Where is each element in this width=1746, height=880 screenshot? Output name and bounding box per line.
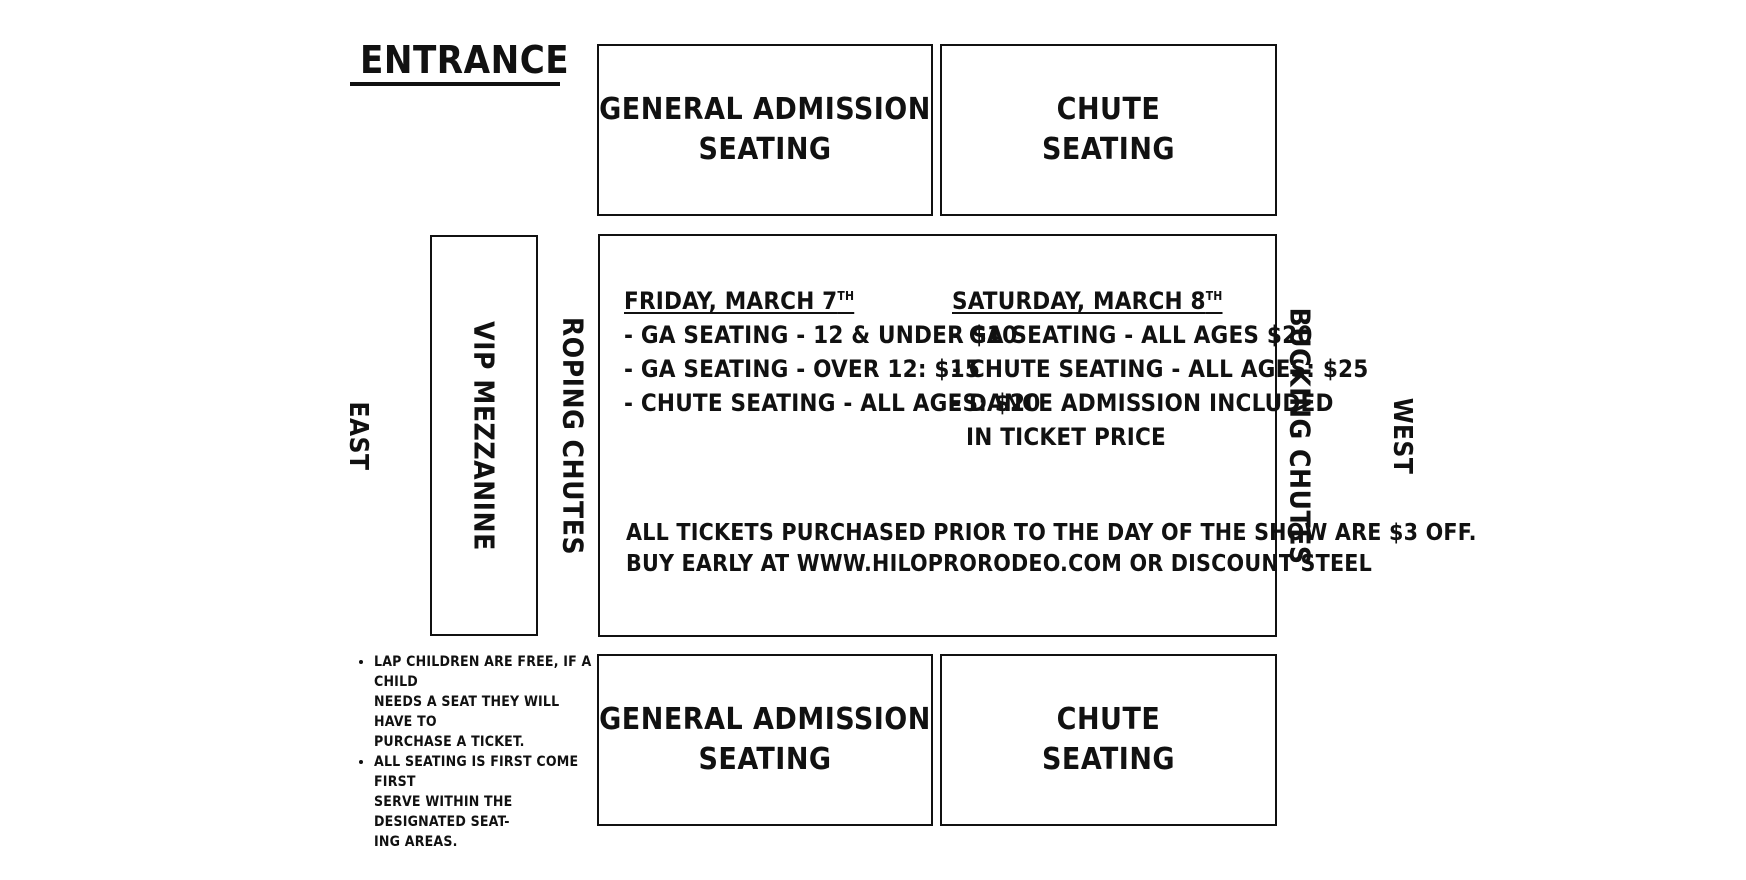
- saturday-price-line: - GA SEATING - ALL AGES $20: [952, 321, 1313, 349]
- seating-notes: [352, 652, 592, 852]
- vip-mezzanine: [430, 235, 538, 636]
- discount-note: [626, 518, 1477, 580]
- chute-seating-bottom: [940, 654, 1277, 826]
- section-label-line: GENERAL ADMISSION: [599, 92, 931, 127]
- general-admission-top: [597, 44, 933, 216]
- note-line: NEEDS A SEAT THEY WILL HAVE TO: [374, 694, 560, 730]
- section-label-line: SEATING: [1041, 132, 1176, 167]
- section-label-line: SEATING: [698, 132, 832, 167]
- discount-note-line: ALL TICKETS PURCHASED PRIOR TO THE DAY OF THE SHOW ARE $3 OFF.: [626, 520, 1477, 546]
- section-label-line: CHUTE: [1056, 702, 1161, 737]
- west-label: WEST: [1387, 397, 1417, 475]
- entrance-label: ENTRANCE: [350, 36, 560, 86]
- chute-seating-top: [940, 44, 1277, 216]
- note-line: SERVE WITHIN THE DESIGNATED SEAT-: [374, 794, 513, 830]
- section-label-line: SEATING: [1041, 742, 1176, 777]
- friday-price-line: - GA SEATING - OVER 12: $15: [624, 355, 981, 383]
- general-admission-bottom: [597, 654, 933, 826]
- discount-note-line: BUY EARLY AT WWW.HILOPRORODEO.COM OR DISCOUNT STEEL: [626, 551, 1373, 577]
- section-label-line: GENERAL ADMISSION: [599, 702, 931, 737]
- note-item: [374, 752, 592, 852]
- vip-mezzanine-label: VIP MEZZANINE: [467, 320, 501, 551]
- saturday-price-line: - CHUTE SEATING - ALL AGES: $25: [952, 355, 1369, 383]
- friday-price-line: - CHUTE SEATING - ALL AGES: $20: [624, 389, 1041, 417]
- friday-title: FRIDAY, MARCH 7TH: [624, 287, 855, 315]
- saturday-price-line: IN TICKET PRICE: [966, 423, 1167, 451]
- section-label-line: CHUTE: [1056, 92, 1161, 127]
- note-line: • LAP CHILDREN ARE FREE, IF A CHILD: [374, 654, 592, 690]
- note-line: • ALL SEATING IS FIRST COME FIRST: [374, 754, 579, 790]
- east-label: EAST: [343, 401, 373, 471]
- note-line: PURCHASE A TICKET.: [374, 734, 525, 750]
- saturday-title: SATURDAY, MARCH 8TH: [952, 287, 1223, 315]
- section-label-line: SEATING: [698, 742, 832, 777]
- saturday-price-line: - DANCE ADMISSION INCLUDED: [952, 389, 1334, 417]
- friday-price-line: - GA SEATING - 12 & UNDER $10: [624, 321, 1018, 349]
- bucking-chutes-label: BUCKING CHUTES: [1283, 307, 1317, 565]
- note-line: ING AREAS.: [374, 834, 458, 850]
- roping-chutes-label: ROPING CHUTES: [556, 316, 590, 556]
- note-item: [374, 652, 592, 752]
